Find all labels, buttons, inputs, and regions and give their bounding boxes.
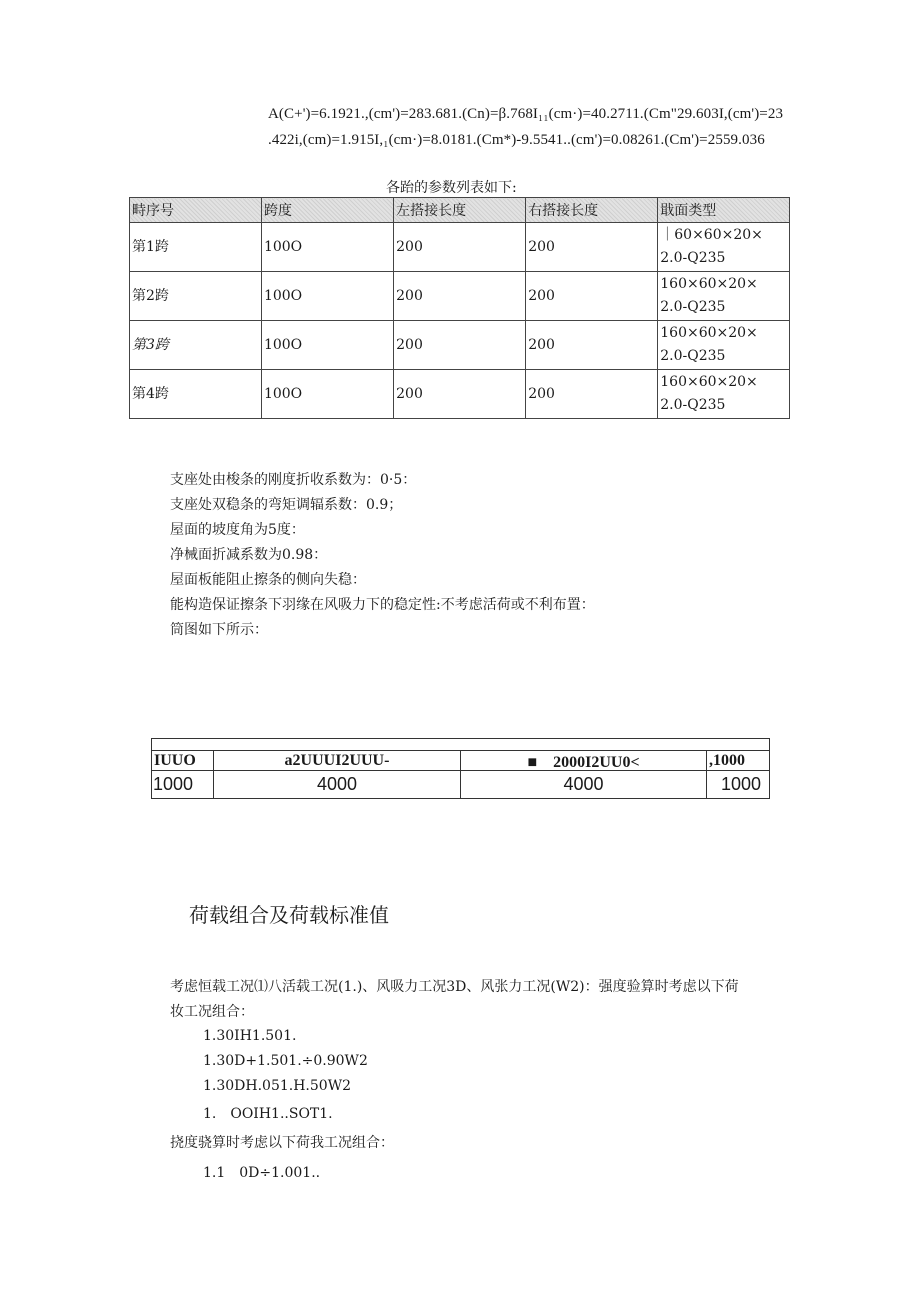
cell-seq: 第2跨 xyxy=(130,272,262,321)
cell-section-line-2: 2.0-Q235 xyxy=(660,348,726,364)
cell-section-line-1: 160×60×20× xyxy=(660,374,758,390)
intro-line-1: 考虑恒载工况⑴八活载工况(1.)、风吸力工况3D、风张力工况(W2)：强度验算时考虑以下荷 xyxy=(170,979,739,995)
param-line-3: 屋面的坡度角为5度： xyxy=(170,522,305,538)
cell-span: 100O xyxy=(261,370,393,419)
cell-section xyxy=(658,370,790,419)
deflection-intro: 挠度骁算时考虑以下荷我工况组合： xyxy=(170,1135,394,1151)
formula-line-2: .422i,(cm)=1.915I,₁(cm·)=8.0181.(Cm*)-9.5541..(cm')=0.08261.(Cm')=2559.036 xyxy=(268,132,765,148)
header-right-lap: 右搭接长度 xyxy=(526,198,658,223)
dim-r2-c2: 4000 xyxy=(213,770,460,798)
cell-left-lap: 200 xyxy=(394,370,526,419)
cell-right-lap: 200 xyxy=(526,321,658,370)
table-row xyxy=(130,223,790,272)
cell-right-lap: 200 xyxy=(526,272,658,321)
deflection-combo-1: 1.1 0D÷1.001.. xyxy=(203,1165,321,1181)
param-line-5: 屋面板能阻止擦条的侧向失稳： xyxy=(170,572,366,588)
cell-right-lap: 200 xyxy=(526,223,658,272)
header-section: 戢面类型 xyxy=(658,198,790,223)
cell-seq: 第1跨 xyxy=(130,223,262,272)
param-line-4: 净械面折减系数为0.98： xyxy=(170,547,328,563)
intro-line-2: 妆工况组合： xyxy=(170,1004,254,1020)
table-row xyxy=(130,370,790,419)
cell-section-line-2: 2.0-Q235 xyxy=(660,299,726,315)
table-row xyxy=(130,272,790,321)
dim-r1-c3: ■ 2000I2UU0< xyxy=(460,751,706,770)
table-row xyxy=(130,321,790,370)
cell-section-line-1: 160×60×20× xyxy=(660,276,758,292)
cell-section-line-2: 2.0-Q235 xyxy=(660,397,726,413)
dim-r2-c4: 1000 xyxy=(706,770,770,798)
header-left-lap: 左搭接长度 xyxy=(394,198,526,223)
cell-right-lap: 200 xyxy=(526,370,658,419)
table-header-row xyxy=(130,198,790,223)
strength-combo-4: 1. OOIH1..SOT1. xyxy=(203,1106,333,1122)
strength-combo-1: 1.30IH1.501. xyxy=(203,1028,297,1044)
span-parameter-table xyxy=(129,197,790,419)
cell-section-line-1: 160×60×20× xyxy=(660,325,758,341)
header-seq: 畤序号 xyxy=(130,198,262,223)
cell-left-lap: 200 xyxy=(394,321,526,370)
cell-seq: 第4跨 xyxy=(130,370,262,419)
dim-r1-c1: IUUO xyxy=(151,751,213,770)
param-line-2: 支座处双稳条的弯矩调辐系数：0.9； xyxy=(170,497,403,513)
section-heading: 荷载组合及荷载标准值 xyxy=(189,903,389,927)
cell-section-line-2: 2.0-Q235 xyxy=(660,250,726,266)
dim-r2-c3: 4000 xyxy=(460,770,706,798)
dimension-row-spans xyxy=(151,770,770,799)
cell-section xyxy=(658,272,790,321)
cell-section xyxy=(658,321,790,370)
formula-line-1: A(C+')=6.1921.,(cm')=283.681.(Cn)=β.768I₁₁(cm·)=40.2711.(Cm"29.603I,(cm')=23 xyxy=(268,106,784,122)
cell-span: 100O xyxy=(261,272,393,321)
cell-section-line-1: ｜60×60×20× xyxy=(660,227,763,243)
dim-r1-c4: ,1000 xyxy=(706,751,770,770)
param-line-1: 支座处由梭条的刚度折收系数为：0·5： xyxy=(170,472,417,488)
param-line-6: 能构造保证擦条下羽缘在风吸力下的稳定性:不考虑活荷或不利布置： xyxy=(170,597,595,613)
cell-section xyxy=(658,223,790,272)
dim-r1-c2: a2UUUI2UUU- xyxy=(213,751,460,770)
cell-left-lap: 200 xyxy=(394,223,526,272)
table-caption: 各跆的参数列表如下: xyxy=(386,180,517,196)
strength-combo-3: 1.30DH.051.H.50W2 xyxy=(203,1078,351,1094)
strength-combo-2: 1.30D+1.501.÷0.90W2 xyxy=(203,1053,368,1069)
cell-span: 100O xyxy=(261,321,393,370)
dimension-row-distorted xyxy=(151,750,770,771)
cell-left-lap: 200 xyxy=(394,272,526,321)
cell-seq: 第3跨 xyxy=(130,321,262,370)
param-line-7: 筒图如下所示： xyxy=(170,622,268,638)
cell-span: 100O xyxy=(261,223,393,272)
dim-r2-c1: 1000 xyxy=(151,770,213,798)
span-dimension-diagram xyxy=(151,738,769,800)
header-span: 跨度 xyxy=(261,198,393,223)
